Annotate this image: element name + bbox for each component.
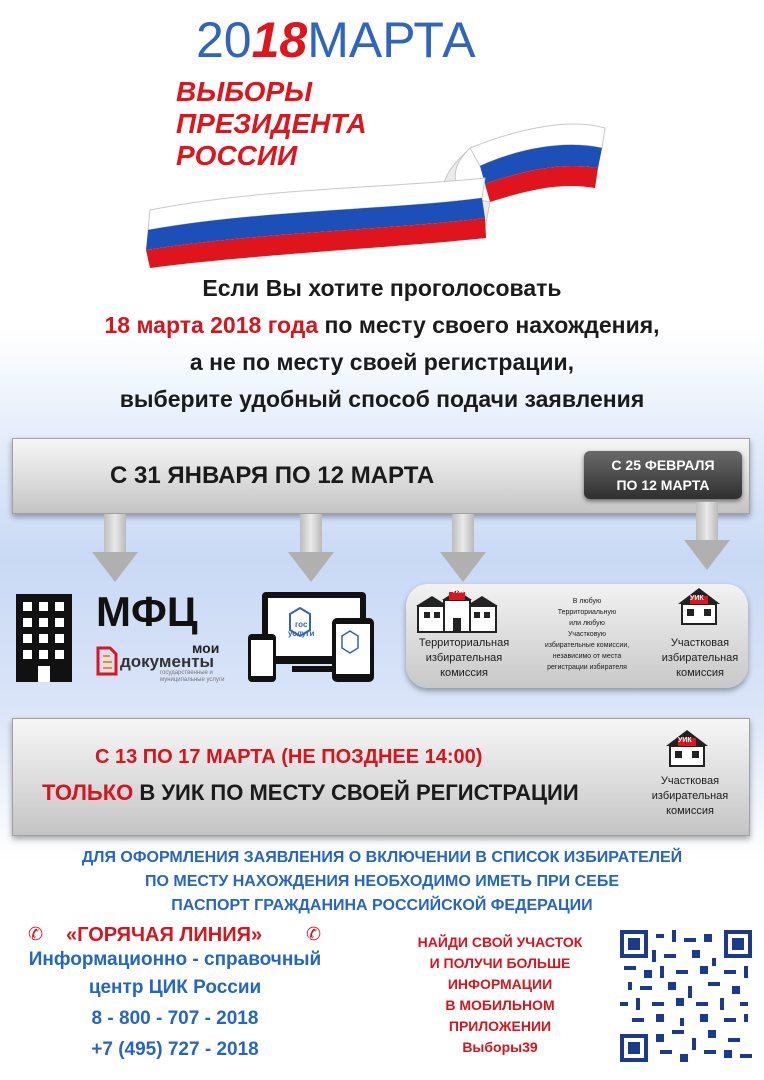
uik-badge: УИК (678, 737, 692, 744)
period2-date-label: С 13 ПО 17 МАРТА (НЕ ПОЗДНЕЕ 14:00) (95, 746, 483, 768)
uik-label: Участковая избирательная комиссия (661, 637, 739, 679)
arrow-down-icon (288, 514, 334, 584)
period1-sub-box: С 25 ФЕВРАЛЯ ПО 12 МАРТА (584, 451, 742, 499)
mfc-label: МФЦ (96, 588, 198, 635)
devices-icon (246, 590, 376, 686)
building-icon (14, 592, 74, 684)
phone-icon: ✆ (306, 924, 322, 944)
period1-label: С 31 ЯНВАРЯ ПО 12 МАРТА (110, 462, 435, 489)
election-title: ВЫБОРЫ ПРЕЗИДЕНТА РОССИИ (176, 76, 367, 171)
moi-documents-logo-icon (96, 646, 118, 676)
arrow-down-icon (440, 514, 486, 584)
commission-choice-note: В любую Территориальную или любую Участковую избирательные комиссии, независимо от места регистрации избирателя (544, 598, 630, 671)
hotline-title: «ГОРЯЧАЯ ЛИНИЯ» (66, 924, 263, 946)
qr-code-icon[interactable] (620, 930, 752, 1062)
mobile-app-promo: НАЙДИ СВОЙ УЧАСТОК И ПОЛУЧИ БОЛЬШЕ ИНФОРМАЦИИ В МОБИЛЬНОМ ПРИЛОЖЕНИИ Выборы39 (417, 934, 583, 1055)
uik-label: Участковая избирательная комиссия (651, 775, 729, 817)
period2-rule-label: ТОЛЬКО В УИК ПО МЕСТУ СВОЕЙ РЕГИСТРАЦИИ (42, 780, 579, 805)
tik-label: Территориальная избирательная комиссия (418, 637, 510, 679)
russian-flag-ribbon-icon (140, 118, 610, 268)
documents-label: документы (120, 652, 215, 671)
uik-house-icon (664, 728, 710, 768)
election-date-title: 2018МАРТА (196, 12, 476, 68)
documents-sub-label: государственные и муниципальные услуги (160, 670, 225, 683)
tik-badge: ТИК (452, 589, 464, 595)
intro-text: Если Вы хотите проголосовать 18 марта 2018 года по месту своего нахождения, а не по месту своей регистрации, выберите удобный способ подачи заявления (104, 275, 660, 412)
arrow-down-icon (92, 514, 138, 584)
uik-badge: УИК (690, 595, 704, 602)
arrow-down-icon (684, 502, 730, 572)
phone-icon: ✆ (28, 924, 44, 944)
uik-house-icon (676, 586, 722, 626)
moi-label: мои (192, 640, 220, 656)
hotline-info: Информационно - справочный центр ЦИК России 8 - 800 - 707 - 2018 +7 (495) 727 - 2018 (28, 949, 322, 1060)
gosuslugi-logo-text: гос услуги (288, 620, 315, 638)
passport-notice: ДЛЯ ОФОРМЛЕНИЯ ЗАЯВЛЕНИЯ О ВКЛЮЧЕНИИ В СПИСОК ИЗБИРАТЕЛЕЙ ПО МЕСТУ НАХОЖДЕНИЯ НЕОБХОДИМО ИМЕТЬ ПРИ СЕБЕ ПАСПОРТ ГРАЖДАНИНА РОССИЙСКОЙ ФЕДЕРАЦИИ (81, 849, 683, 914)
